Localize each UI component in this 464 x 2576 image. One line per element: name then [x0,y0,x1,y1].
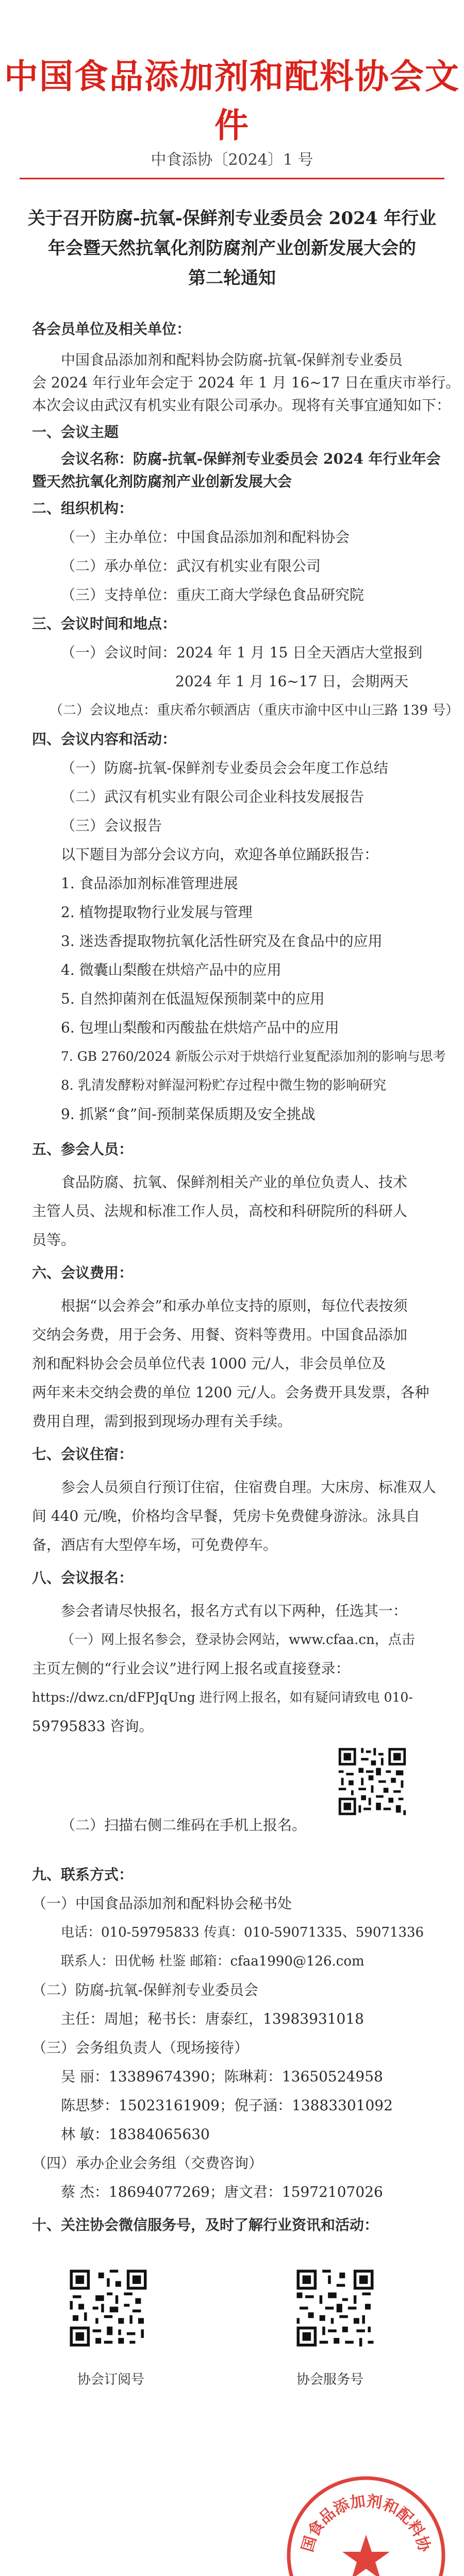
qr-code-registration-icon[interactable] [336,1745,408,1818]
meeting-venue: （二）会议地点：重庆希尔顿酒店（重庆市渝中区中山三路 139 号） [49,703,459,718]
section-heading: 十、关注协会微信服务号，及时了解行业资讯和活动： [32,2216,379,2233]
contact-text: 林 敏：18384065630 [61,2126,210,2143]
qr-code-service-icon[interactable] [294,2267,376,2349]
section-heading: 四、会议内容和活动： [32,731,177,748]
meeting-name: 暨天然抗氧化剂防腐剂产业创新发展大会 [32,473,292,490]
doc-number: 中食添协〔2024〕1 号 [151,151,313,169]
fee-text: 两年来未交纳会费的单位 1200 元/人。会务费开具发票，各种 [32,1384,429,1401]
report-item: 3. 迷迭香提取物抗氧化活性研究及在食品中的应用 [61,933,383,950]
red-divider [20,178,444,179]
registration-text: （二）扫描右侧二维码在手机上报名。 [61,1817,307,1834]
contact-text: 电话：010-59795833 传真：010-59071335、59071336 [61,1925,424,1940]
contact-text: （二）防腐-抗氧-保鲜剂专业委员会 [32,1981,258,1998]
lodging-text: 备，酒店有大型停车场，可免费停车。 [32,1536,278,1553]
contact-text: 主任：周旭；秘书长：唐泰红，13983931018 [61,2010,364,2027]
attendee-text: 员等。 [32,1231,76,1248]
fee-text: 交纳会务费，用于会务、用餐、资料等费用。中国食品添加 [32,1326,408,1343]
section-heading: 八、会议报名： [32,1569,134,1586]
seal-svg [281,2470,451,2576]
salutation: 各会员单位及相关单位： [32,320,191,337]
notice-title-line: 第二轮通知 [188,268,276,289]
intro-text: 中国食品添加剂和配料协会防腐-抗氧-保鲜剂专业委员 [61,351,403,368]
notice-title [21,204,443,293]
contact-text: 联系人：田优畅 杜鉴 邮箱：cfaa1990@126.com [61,1954,364,1969]
section-heading: 七、会议住宿： [32,1446,134,1463]
registration-text: 主页左侧的“行业会议”进行网上报名或直接登录： [32,1660,350,1677]
report-item: 2. 植物提取物行业发展与管理 [61,904,253,921]
notice-title-line: 关于召开防腐-抗氧-保鲜剂专业委员会 2024 年行业 [27,208,437,229]
lodging-text: 参会人员须自行预订住宿，住宿费自理。大床房、标准双人 [61,1479,437,1496]
meeting-name: 会议名称：防腐-抗氧-保鲜剂专业委员会 2024 年行业年会 [61,450,441,467]
contact-text: （一）中国食品添加剂和配料协会秘书处 [32,1895,292,1912]
qr-code-svg [294,2267,376,2349]
section-heading: 一、会议主题 [32,423,119,440]
report-item: 4. 微囊山梨酸在烘焙产品中的应用 [61,961,281,978]
section-heading: 九、联系方式： [32,1866,134,1883]
activity-item: （二）武汉有机实业有限公司企业科技发展报告 [61,788,364,805]
section-heading: 六、会议费用： [32,1264,134,1281]
section-heading: 五、参会人员： [32,1141,134,1158]
attendee-text: 食品防腐、抗氧、保鲜剂相关产业的单位负责人、技术 [61,1174,408,1191]
fee-text: 剂和配料协会会员单位代表 1000 元/人，非会员单位及 [32,1355,386,1372]
seal-text: 国食品添加剂和配料协 [299,2492,434,2554]
contact-text: 陈思梦：15023161909；倪子涵：13883301092 [61,2097,393,2114]
registration-link[interactable]: https://dwz.cn/dFPJqUng 进行网上报名，如有疑问请致电 010- [32,1690,413,1705]
section-heading: 三、会议时间和地点： [32,615,177,632]
fee-text: 根据“以会养会”和承办单位支持的原则，每位代表按须 [61,1297,408,1314]
section-heading: 二、组织机构： [32,500,134,517]
contact-text: （三）会务组负责人（现场接待） [32,2039,249,2056]
notice-title-line: 年会暨天然抗氧化剂防腐剂产业创新发展大会的 [48,238,416,259]
intro-text: 本次会议由武汉有机实业有限公司承办。现将有关事宜通知如下： [32,397,451,414]
registration-text: （一）网上报名参会，登录协会网站，www.cfaa.cn，点击 [61,1632,415,1648]
registration-text: 59795833 咨询。 [32,1718,154,1735]
report-item: 6. 包埋山梨酸和丙酸盐在烘焙产品中的应用 [61,1019,339,1036]
contact-text: 吴 丽：13389674390；陈琳莉：13650524958 [61,2068,383,2085]
org-item: （三）支持单位：重庆工商大学绿色食品研究院 [61,586,364,603]
official-seal-icon [281,2470,451,2576]
fee-text: 费用自理，需到报到现场办理有关手续。 [32,1413,292,1430]
report-item: 9. 抓紧“食”间-预制菜保质期及安全挑战 [61,1106,316,1123]
org-item: （一）主办单位：中国食品添加剂和配料协会 [61,529,350,546]
intro-text: 会 2024 年行业年会定于 2024 年 1 月 16~17 日在重庆市举行。 [32,374,460,391]
meeting-time: 2024 年 1 月 16~17 日，会期两天 [175,673,409,690]
org-title: 中国食品添加剂和配料协会文件 [4,56,460,145]
contact-text: （四）承办企业会务组（交费咨询） [32,2155,263,2172]
org-item: （二）承办单位：武汉有机实业有限公司 [61,557,321,574]
qr-code-subscription-icon[interactable] [67,2267,150,2349]
activity-item: （三）会议报告 [61,817,162,834]
qr-caption: 协会订阅号 [77,2372,145,2387]
report-item: 7. GB 2760/2024 新版公示对于烘焙行业复配添加剂的影响与思考 [61,1049,446,1064]
report-item: 1. 食品添加剂标准管理进展 [61,875,238,892]
contact-text: 蔡 杰：18694077269；唐文君：15972107026 [61,2183,383,2200]
report-intro: 以下题目为部分会议方向，欢迎各单位踊跃报告： [61,846,379,863]
report-item: 5. 自然抑菌剂在低温短保预制菜中的应用 [61,990,325,1007]
report-item: 8. 乳清发酵粉对鲜湿河粉贮存过程中微生物的影响研究 [61,1078,387,1093]
attendee-text: 主管人员、法规和标准工作人员，高校和科研院所的科研人 [32,1202,408,1219]
registration-text: 参会者请尽快报名，报名方式有以下两种，任选其一： [61,1602,408,1619]
qr-code-svg [67,2267,150,2349]
meeting-time: （一）会议时间：2024 年 1 月 15 日全天酒店大堂报到 [61,644,423,661]
activity-item: （一）防腐-抗氧-保鲜剂专业委员会会年度工作总结 [61,759,388,776]
qr-code-svg [336,1745,408,1818]
qr-caption: 协会服务号 [296,2372,364,2387]
lodging-text: 间 440 元/晚，价格均含早餐，凭房卡免费健身游泳。泳具自 [32,1507,420,1524]
